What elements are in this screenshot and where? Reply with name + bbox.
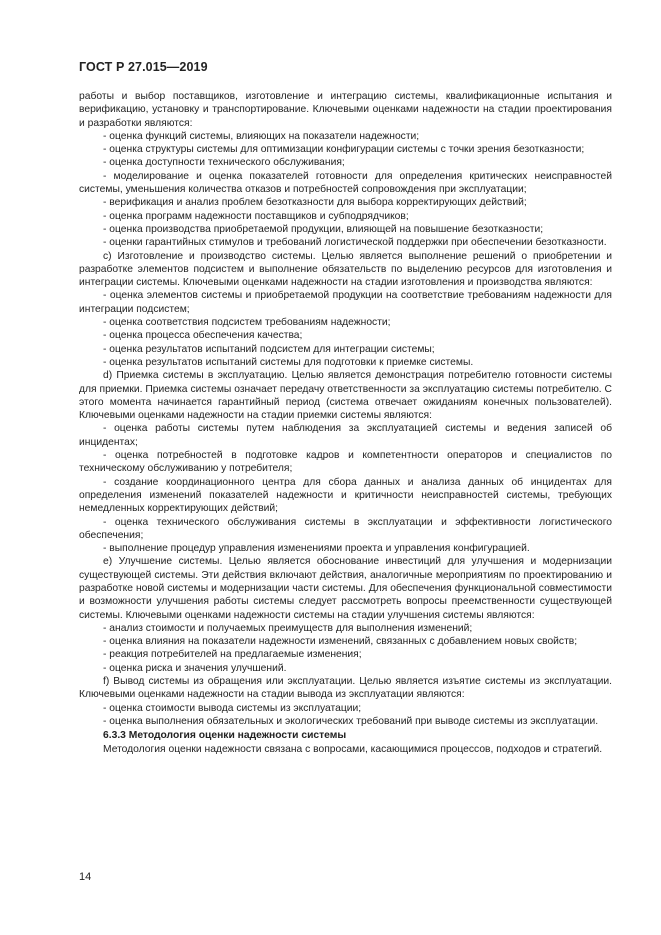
paragraph: - оценка программ надежности поставщиков и субподрядчиков;: [103, 210, 409, 222]
paragraph: - выполнение процедур управления изменениями проекта и управления конфигурацией.: [103, 543, 530, 555]
paragraph: - оценка работы системы путем наблюдения за эксплуатацией системы и ведения записей об инцидентах;: [79, 423, 612, 448]
paragraph: - создание координационного центра для сбора данных и анализа данных об инцидентах для определения изменений показателей надежности и критичности неисправностей системы, требующих немедленных корректирующих действий;: [79, 476, 612, 515]
paragraph: - оценка структуры системы для оптимизации конфигурации системы с точки зрения безотказности;: [103, 144, 585, 156]
section-heading: 6.3.3 Методология оценки надежности системы: [103, 730, 347, 742]
paragraph: - оценка производства приобретаемой продукции, влияющей на повышение безотказности;: [103, 223, 544, 235]
paragraph: e) Улучшение системы. Целью является обоснование инвестиций для улучшения и модернизации существующей системы. Эти действия включают действия, аналогичные мероприятиям по проектированию и разработке новой системы и модернизации части системы. Для обеспечения функциональной совместимости и возможности улучшения работы системы следует рассмотреть вопросы преемственности существующей системы. Ключевыми оценками надежности системы на стадии улучшения системы являются:: [79, 556, 612, 621]
paragraph: - оценка элементов системы и приобретаемой продукции на соответствие требованиям надежности для интеграции подсистем;: [79, 290, 612, 315]
paragraph: - оценка потребностей в подготовке кадров и компетентности операторов и специалистов по техническому обслуживанию у потребителя;: [79, 450, 612, 475]
paragraph: - оценка технического обслуживания системы в эксплуатации и эффективности логистического обеспечения;: [79, 516, 612, 541]
paragraph: - моделирование и оценка показателей готовности для определения критических неисправностей системы, уменьшения количества отказов и потребностей сопровождения при эксплуатации;: [79, 170, 612, 196]
paragraph: - оценки гарантийных стимулов и требований логистической поддержки при обеспечении безотказности.: [103, 237, 607, 249]
paragraph: - оценка процесса обеспечения качества;: [103, 330, 303, 342]
paragraph: - оценка выполнения обязательных и экологических требований при выводе системы из эксплуатации.: [103, 715, 599, 727]
paragraph: - оценка доступности технического обслуживания;: [103, 157, 345, 169]
body-text: [79, 90, 612, 756]
paragraph: - оценка результатов испытаний подсистем для интеграции системы;: [103, 343, 435, 355]
paragraph: d) Приемка системы в эксплуатацию. Целью является демонстрация потребителю готовности системы для приемки. Приемка системы означает передачу ответственности за эксплуатацию системы потребителю. С этого момента начинается гарантийный период (система отвечает ожиданиям конечных пользователей). Ключевыми оценками надежности на стадии приемки системы являются:: [79, 370, 612, 422]
paragraph: - анализ стоимости и получаемых преимуществ для выполнения изменений;: [103, 622, 473, 634]
page-number: 14: [79, 871, 92, 883]
paragraph: - верификация и анализ проблем безотказности для выбора корректирующих действий;: [103, 197, 527, 209]
paragraph: - оценка соответствия подсистем требованиям надежности;: [103, 317, 391, 329]
paragraph: - реакция потребителей на предлагаемые изменения;: [103, 649, 362, 661]
paragraph: f) Вывод системы из обращения или эксплуатации. Целью является изъятие системы из эксплуатации. Ключевыми оценками надежности на стадии вывода из эксплуатации являются:: [79, 676, 612, 701]
paragraph: работы и выбор поставщиков, изготовление и интеграцию системы, квалификационные испытания и верификацию, установку и транспортирование. Ключевыми оценками надежности на стадии проектирования и разработки являются:: [79, 91, 612, 129]
paragraph: c) Изготовление и производство системы. Целью является выполнение решений о приобретении и разработке элементов подсистем и выполнение обязательств по выделению ресурсов для изготовления и интеграции системы. Ключевыми оценками надежности на стадии изготовления и производства являются:: [79, 250, 612, 289]
paragraph: - оценка функций системы, влияющих на показатели надежности;: [103, 130, 420, 142]
standard-header: ГОСТ Р 27.015—2019: [79, 60, 208, 74]
paragraph: - оценка стоимости вывода системы из эксплуатации;: [103, 702, 362, 714]
paragraph: - оценка влияния на показатели надежности изменений, связанных с добавлением новых свойств;: [103, 636, 578, 648]
paragraph: - оценка риска и значения улучшений.: [103, 662, 287, 674]
paragraph: Методология оценки надежности связана с вопросами, касающимися процессов, подходов и стратегий.: [103, 743, 603, 755]
paragraph: - оценка результатов испытаний системы для подготовки к приемке системы.: [103, 356, 474, 368]
